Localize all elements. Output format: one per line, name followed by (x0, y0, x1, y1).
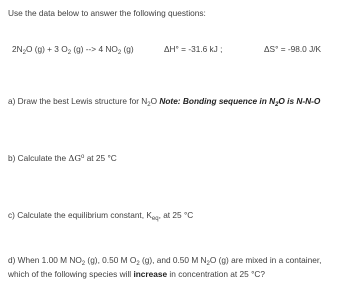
superscript: o (81, 154, 85, 160)
subscript: 2 (67, 50, 72, 56)
subscript: 2 (81, 261, 86, 267)
keyword-increase: increase (133, 269, 168, 279)
reaction-part: O (g) + 3 O (25, 44, 68, 54)
subscript: 2 (136, 261, 140, 267)
qd-part: in concentration at 25 °C? (167, 269, 265, 279)
question-d-line-1 (8, 253, 321, 267)
qd-part: O (g) are mixed in a container, (209, 255, 322, 265)
qd-part: (g), 0.50 M O (85, 255, 137, 265)
intro-text: Use the data below to answer the following questions: (8, 8, 206, 18)
enthalpy-symbol: ΔH° (164, 44, 179, 54)
reaction-equation (12, 44, 134, 55)
question-c (8, 210, 193, 221)
subscript: eq (151, 216, 159, 222)
question-a-note (159, 96, 320, 106)
entropy-symbol: ΔS° (264, 44, 279, 54)
question-d-line-2 (8, 267, 321, 281)
subscript: 2 (206, 261, 210, 267)
note-end: O is N-N-O (278, 96, 321, 106)
note-text: Note: Bonding sequence in N (159, 96, 276, 106)
question-c-text: c) Calculate the equilibrium constant, K (8, 210, 152, 220)
gibbs-symbol: ΔG (68, 153, 82, 163)
reaction-part: (g) (121, 44, 134, 54)
enthalpy-value (164, 44, 222, 55)
reaction-part: 2N (12, 44, 23, 54)
question-b (8, 153, 117, 164)
question-c-end: , at 25 °C (158, 210, 194, 220)
qd-part: which of the following species will (8, 269, 134, 279)
entropy-text: = -98.0 J/K (278, 44, 322, 54)
question-d (8, 253, 321, 281)
subscript: 2 (147, 102, 151, 108)
qd-part: d) When 1.00 M NO (8, 255, 82, 265)
enthalpy-text: = -31.6 kJ ; (178, 44, 223, 54)
question-a-after: O (150, 96, 160, 106)
question-a-text: a) Draw the best Lewis structure for N (8, 96, 148, 106)
qd-part: (g), and 0.50 M N (139, 255, 207, 265)
entropy-value (264, 44, 321, 55)
subscript: 2 (117, 50, 122, 56)
question-a (8, 96, 320, 107)
subscript: 2 (275, 102, 279, 108)
question-b-end: at 25 °C (84, 153, 117, 163)
reaction-part: (g) --> 4 NO (71, 44, 118, 54)
question-b-text: b) Calculate the (8, 153, 69, 163)
subscript: 2 (22, 50, 26, 56)
